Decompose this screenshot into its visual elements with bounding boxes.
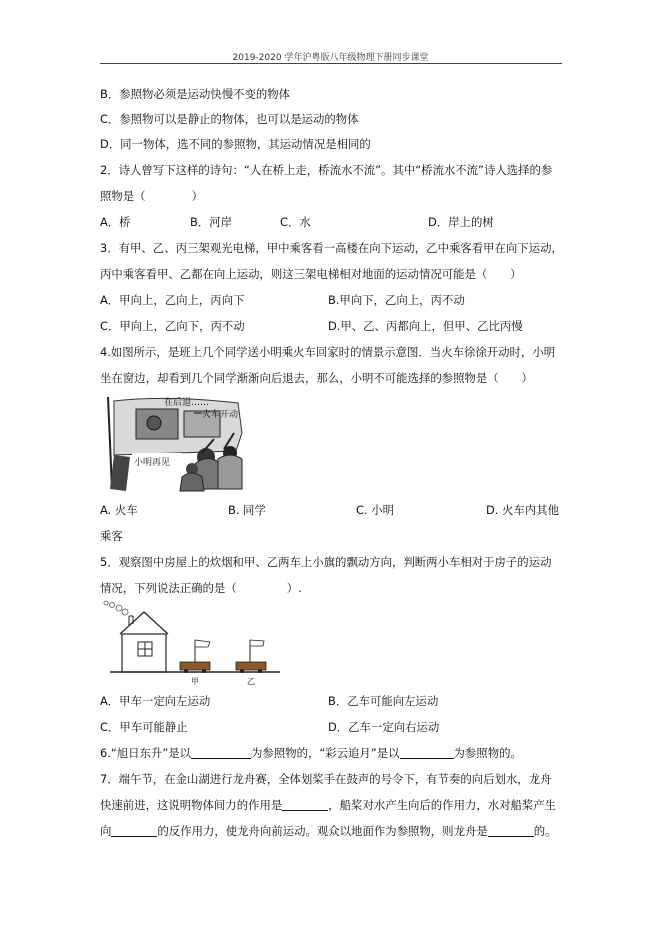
q5-stem-line2 (100, 581, 302, 595)
q4-stem-line2: 坐在窗边，却看到几个同学渐渐向后退去，那么，小明不可能选择的参照物是（ ） (100, 371, 533, 385)
figure-label-train: 火车开动 (202, 410, 239, 420)
q3-stem-line1: 3．有甲、乙、丙三架观光电梯，甲中乘客看一高楼在向下运动，乙中乘客看甲在向下运动， (100, 241, 563, 255)
option-b: B．参照物必须是运动快慢不变的物体 (100, 87, 291, 101)
q4-option-d-cont: 乘客 (100, 529, 123, 543)
q7-blank-2 (111, 825, 157, 837)
q5-option-c: C．甲车可能静止 (100, 720, 188, 734)
q6-text-3: 为参照物的。 (453, 746, 522, 760)
q2-option-a: A．桥 (100, 215, 131, 229)
q4-option-a: A. 火车 (100, 503, 138, 517)
q5-stem-text: 情况，下列说法正确的是（ (100, 581, 237, 595)
q6-blank-1 (191, 747, 251, 759)
q5-option-d: D．乙车一定向右运动 (328, 720, 440, 734)
q5-option-a: A．甲车一定向左运动 (100, 694, 211, 708)
q2-stem-line1: 2．诗人曾写下这样的诗句：“人在桥上走，桥流水不流”。其中“桥流水不流”诗人选择的参 (100, 163, 553, 177)
q4-option-b: B. 同学 (228, 503, 266, 517)
option-c: C．参照物可以是静止的物体，也可以是运动的物体 (100, 112, 359, 126)
q7-stem-line1: 7．端午节，在金山湖进行龙舟赛，全体划桨手在鼓声的号令下，有节奏的向后划水，龙舟 (100, 772, 552, 786)
train-farewell-figure (106, 393, 244, 493)
house-cars-figure (100, 600, 284, 688)
car-label-a: 甲 (191, 677, 199, 686)
q3-stem-line2: 丙中乘客看甲、乙都在向上运动，则这三架电梯相对地面的运动情况可能是（ ） (100, 267, 522, 281)
q6-text-2: 为参照物的，“彩云追月”是以 (251, 746, 400, 760)
q7-stem-line2 (100, 798, 556, 812)
q5-close-paren: ）. (286, 581, 302, 595)
q7-text-5: 的。 (533, 824, 557, 838)
q2-stem-line2 (100, 189, 203, 203)
q2-stem-text: 照物是（ (100, 189, 146, 203)
q3-option-a: A．甲向上，乙向上，丙向下 (100, 293, 245, 307)
q5-stem-line1: 5．观察图中房屋上的炊烟和甲、乙两车上小旗的飘动方向，判断两小车相对于房子的运动 (100, 555, 552, 569)
q7-text-3: 向 (100, 824, 112, 838)
q2-option-c: C．水 (280, 215, 311, 229)
q7-text-1: 快速前进，这说明物体间力的作用是 (100, 798, 283, 812)
q7-text-4: 的反作用力，使龙舟向前运动。观众以地面作为参照物，则龙舟是 (157, 824, 488, 838)
q2-option-b: B．河岸 (190, 215, 232, 229)
q3-option-d: D.甲、乙、丙都向上，但甲、乙比丙慢 (328, 319, 523, 333)
option-d: D．同一物体，选不同的参照物，其运动情况是相同的 (100, 137, 371, 151)
car-label-b: 乙 (247, 677, 255, 686)
q6-text-1: 6.“旭日东升”是以 (100, 746, 192, 760)
q4-option-d: D. 火车内其他 (486, 503, 559, 517)
q3-option-b: B.甲向下，乙向上，丙不动 (328, 293, 465, 307)
q4-stem-line1: 4.如图所示，是班上几个同学送小明乘火车回家时的情景示意图．当火车徐徐开动时，小明 (100, 345, 556, 359)
q6-stem (100, 746, 522, 760)
figure-label-bye: 小明再见 (134, 458, 171, 468)
page-header: 2019-2020 学年沪粤版八年级物理下册同步课堂 (232, 53, 429, 63)
q7-stem-line3 (100, 824, 557, 838)
q5-option-b: B．乙车可能向左运动 (328, 694, 439, 708)
q7-blank-1 (282, 799, 328, 811)
q4-option-c: C. 小明 (356, 503, 394, 517)
q6-blank-2 (400, 747, 454, 759)
q7-blank-3 (488, 825, 534, 837)
q2-close-paren: ） (191, 189, 203, 203)
header-divider (100, 63, 562, 64)
q3-option-c: C．甲向上，乙向下，丙不动 (100, 319, 245, 333)
q7-text-2: ，船桨对水产生向后的作用力，水对船桨产生 (328, 798, 557, 812)
figure-label-back: 在后退…… (164, 398, 210, 408)
q2-option-d: D．岸上的树 (428, 215, 494, 229)
